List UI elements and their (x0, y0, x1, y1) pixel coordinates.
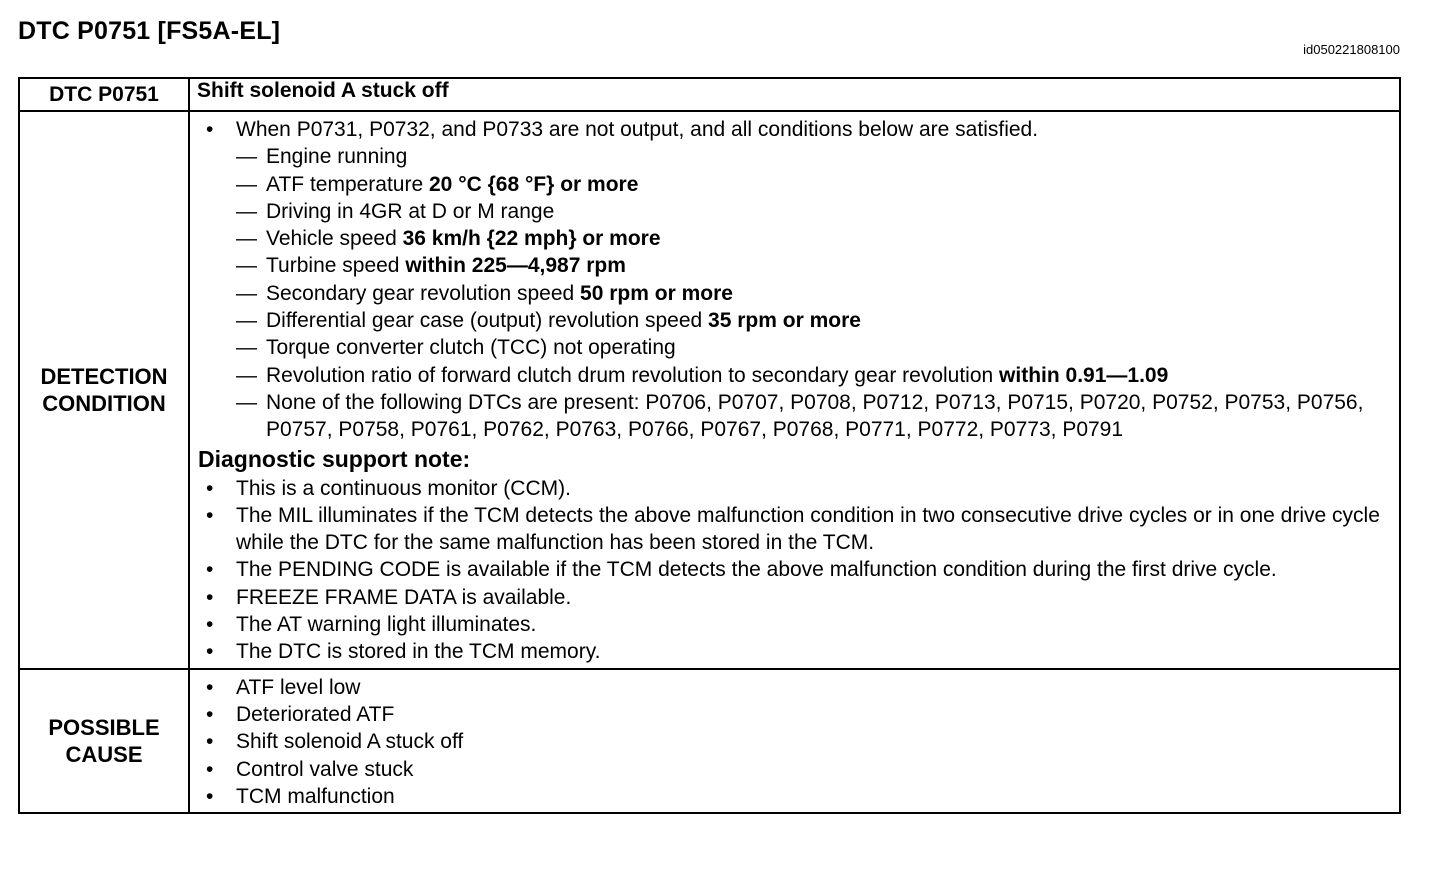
detection-condition-content (189, 111, 1400, 669)
detection-condition-label (19, 111, 189, 669)
cause-item: • Shift solenoid A stuck off (200, 728, 1389, 755)
detection-label-line1: DETECTION (40, 363, 168, 389)
condition-threshold: 36 km/h {22 mph} or more (402, 227, 661, 251)
condition-item (236, 280, 1389, 307)
note-item: • The DTC is stored in the TCM memory. (200, 638, 1389, 665)
page-title: DTC P0751 [FS5A-EL] (18, 17, 281, 45)
condition-item (236, 171, 1389, 198)
detection-bullet-list (200, 116, 1389, 444)
cause-item: • Deteriorated ATF (200, 701, 1389, 728)
diagnostic-note-heading: Diagnostic support note: (198, 445, 471, 472)
condition-item (236, 198, 1389, 225)
condition-text: Vehicle speed (266, 227, 403, 251)
condition-text: Engine running (266, 145, 408, 169)
condition-item (236, 362, 1389, 389)
condition-text: None of the following DTCs are present: P0706, P0707, P0708, P0712, P0713, P0715, P0720, P0752, P0753, P0756, P0757, P0758, P0761, P0762, P0763, P0766, P0767, P0768, P0771, P0772, P0773, P0791 (266, 390, 1364, 442)
cause-list (200, 674, 1389, 810)
detection-intro-text: When P0731, P0732, and P0733 are not output, and all conditions below are satisfied. (236, 118, 1039, 141)
possible-cause-label (19, 669, 189, 813)
condition-threshold: 20 °C {68 °F} or more (429, 172, 639, 196)
condition-text: Driving in 4GR at D or M range (266, 199, 555, 223)
dtc-description-cell: Shift solenoid A stuck off (189, 78, 1400, 111)
condition-item (236, 252, 1389, 279)
condition-text: Turbine speed (266, 254, 406, 278)
cause-item: • TCM malfunction (200, 783, 1389, 810)
dtc-header-row (19, 78, 1400, 111)
condition-threshold: 35 rpm or more (708, 309, 861, 333)
possible-cause-content (189, 669, 1400, 813)
condition-text: Secondary gear revolution speed (266, 281, 581, 305)
condition-threshold: within 0.91—1.09 (999, 363, 1169, 387)
detection-intro-item (200, 116, 1389, 444)
cause-label-line1: POSSIBLE (48, 714, 160, 740)
condition-list (236, 143, 1389, 443)
possible-cause-row (19, 669, 1400, 813)
cause-item: • Control valve stuck (200, 756, 1389, 783)
note-item: • FREEZE FRAME DATA is available. (200, 584, 1389, 611)
condition-text: Revolution ratio of forward clutch drum revolution to secondary gear revolution (266, 363, 1000, 387)
condition-item (236, 225, 1389, 252)
condition-threshold: within 225—4,987 rpm (405, 254, 626, 278)
detection-condition-row (19, 111, 1400, 669)
condition-text: Differential gear case (output) revolution speed (266, 309, 709, 333)
cause-label-line2: CAUSE (65, 741, 143, 767)
cause-item: • ATF level low (200, 674, 1389, 701)
condition-item (236, 389, 1389, 444)
detection-label-line2: CONDITION (42, 390, 166, 416)
document-id: id050221808100 (1303, 42, 1400, 57)
dtc-table (18, 77, 1401, 814)
condition-item (236, 334, 1389, 361)
condition-item (236, 143, 1389, 170)
note-item: • The MIL illuminates if the TCM detects the above malfunction condition in two consecutive drive cycles or in one drive cycle while the DTC for the same malfunction has been stored in the TCM. (200, 502, 1389, 557)
note-item: • The AT warning light illuminates. (200, 611, 1389, 638)
condition-item (236, 307, 1389, 334)
condition-threshold: 50 rpm or more (580, 281, 733, 305)
diagnostic-note-list (200, 475, 1389, 666)
condition-text: ATF temperature (266, 172, 429, 196)
note-item: • This is a continuous monitor (CCM). (200, 475, 1389, 502)
note-item: • The PENDING CODE is available if the TCM detects the above malfunction condition during the first drive cycle. (200, 556, 1389, 583)
condition-text: Torque converter clutch (TCC) not operating (266, 336, 676, 360)
dtc-code-cell: DTC P0751 (19, 78, 189, 111)
